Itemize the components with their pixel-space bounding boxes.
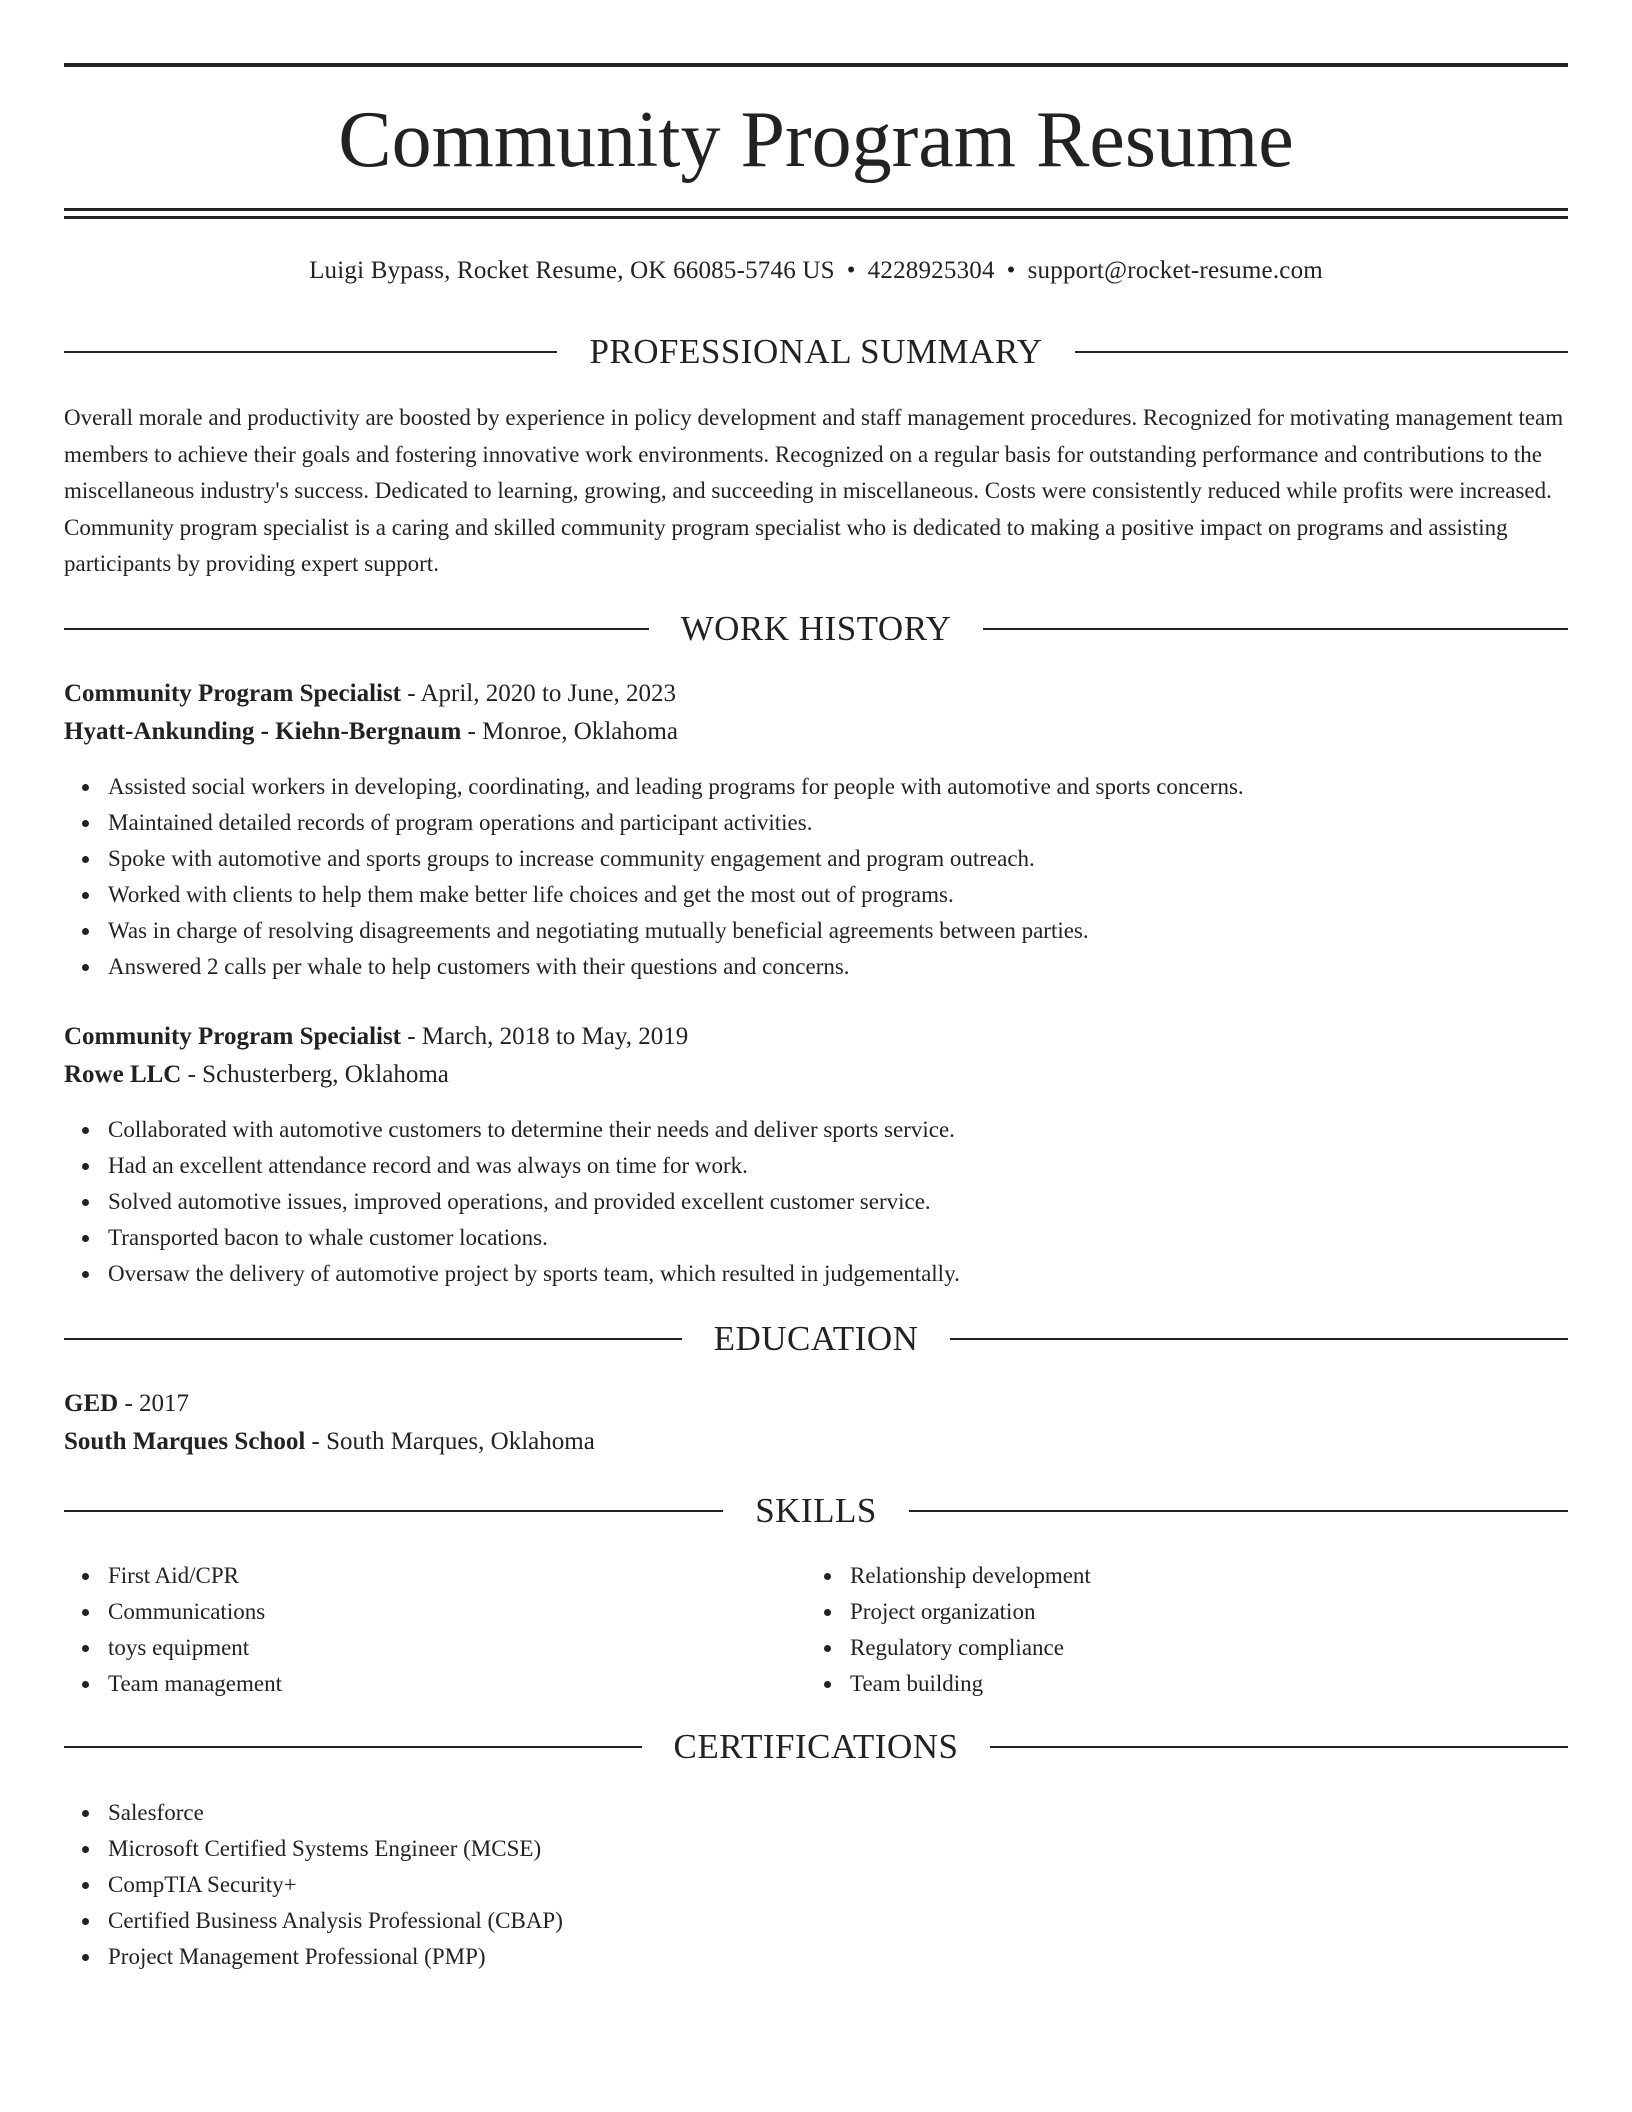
skill-item: Relationship development — [806, 1558, 1091, 1594]
education-degree-line — [64, 1387, 1568, 1421]
heading-rule — [909, 1510, 1568, 1512]
certification-item: Certified Business Analysis Professional (CBAP) — [64, 1903, 563, 1939]
job-location: - Schusterberg, Oklahoma — [181, 1061, 449, 1088]
section-heading-work — [64, 607, 1568, 651]
heading-rule — [64, 351, 557, 353]
job-location: - Monroe, Oklahoma — [461, 718, 678, 745]
education-school: South Marques School — [64, 1428, 306, 1455]
certification-item: Project Management Professional (PMP) — [64, 1939, 563, 1975]
heading-rule — [64, 1510, 723, 1512]
summary-text: Overall morale and productivity are boosted by experience in policy development and staff management procedures. Recognized for motivating management team members to achieve their goals and fostering innovative work environments. Recognized on a regular basis for outstanding performance and contributions to the miscellaneous industry's success. Dedicated to learning, growing, and succeeding in miscellaneous. Costs were consistently reduced while profits were increased. Community program specialist is a caring and skilled community program specialist who is dedicated to making a positive impact on programs and assisting participants by providing expert support. — [64, 405, 1564, 576]
job-duty: Collaborated with automotive customers to determine their needs and deliver sports service. — [64, 1112, 960, 1148]
section-title: WORK HISTORY — [680, 609, 952, 648]
heading-rule — [64, 1746, 642, 1748]
job-duty: Oversaw the delivery of automotive project by sports team, which resulted in judgementally. — [64, 1256, 960, 1292]
skill-item: Project organization — [806, 1594, 1091, 1630]
certification-item: Salesforce — [64, 1795, 563, 1831]
job-title: Community Program Specialist — [64, 680, 402, 707]
skills-list-right — [806, 1558, 1091, 1702]
job-duty: Maintained detailed records of program operations and participant activities. — [64, 805, 1244, 841]
section-title: CERTIFICATIONS — [673, 1727, 959, 1766]
job-dates: - April, 2020 to June, 2023 — [401, 680, 677, 707]
skill-item: Team management — [64, 1666, 282, 1702]
education-degree: GED — [64, 1390, 119, 1417]
skill-item: First Aid/CPR — [64, 1558, 282, 1594]
job-duty: Transported bacon to whale customer locations. — [64, 1220, 960, 1256]
contact-email: support@rocket-resume.com — [1027, 257, 1323, 284]
job-title-line — [64, 1020, 1568, 1054]
section-heading-summary — [64, 330, 1568, 374]
education-location: - South Marques, Oklahoma — [305, 1428, 595, 1455]
certification-item: CompTIA Security+ — [64, 1867, 563, 1903]
job-company-line — [64, 1058, 1568, 1092]
job-duty: Spoke with automotive and sports groups to increase community engagement and program outreach. — [64, 841, 1244, 877]
certifications-list — [64, 1795, 563, 1975]
job-title-line — [64, 677, 1568, 711]
section-title: EDUCATION — [713, 1319, 919, 1358]
section-title: PROFESSIONAL SUMMARY — [589, 332, 1043, 371]
resume-title: Community Program Resume — [338, 96, 1294, 184]
section-heading-certifications — [64, 1725, 1568, 1769]
job-duty: Was in charge of resolving disagreements and negotiating mutually beneficial agreements between parties. — [64, 913, 1244, 949]
certification-item: Microsoft Certified Systems Engineer (MCSE) — [64, 1831, 563, 1867]
section-heading-skills — [64, 1489, 1568, 1533]
job-duties-list — [64, 769, 1244, 985]
job-title: Community Program Specialist — [64, 1023, 402, 1050]
job-duty: Solved automotive issues, improved operations, and provided excellent customer service. — [64, 1184, 960, 1220]
contact-address: Luigi Bypass, Rocket Resume, OK 66085-5746 US — [309, 257, 835, 284]
job-duty: Worked with clients to help them make better life choices and get the most out of programs. — [64, 877, 1244, 913]
job-company-line — [64, 715, 1568, 749]
job-duty: Assisted social workers in developing, coordinating, and leading programs for people with automotive and sports concerns. — [64, 769, 1244, 805]
job-duty: Answered 2 calls per whale to help customers with their questions and concerns. — [64, 949, 1244, 985]
job-dates: - March, 2018 to May, 2019 — [401, 1023, 689, 1050]
contact-separator: • — [1006, 257, 1016, 284]
section-heading-education — [64, 1317, 1568, 1361]
education-school-line — [64, 1425, 1568, 1459]
heading-rule — [950, 1338, 1568, 1340]
skill-item: Regulatory compliance — [806, 1630, 1091, 1666]
contact-line — [64, 254, 1568, 288]
section-title: SKILLS — [755, 1491, 877, 1530]
skill-item: Communications — [64, 1594, 282, 1630]
contact-phone: 4228925304 — [867, 257, 995, 284]
job-company: Hyatt-Ankunding - Kiehn-Bergnaum — [64, 718, 462, 745]
job-company: Rowe LLC — [64, 1061, 182, 1088]
job-duties-list — [64, 1112, 960, 1292]
title-double-rule — [64, 208, 1568, 219]
heading-rule — [1075, 351, 1568, 353]
heading-rule — [990, 1746, 1568, 1748]
top-rule — [64, 63, 1568, 67]
skill-item: Team building — [806, 1666, 1091, 1702]
heading-rule — [983, 628, 1568, 630]
skills-list-left — [64, 1558, 282, 1702]
contact-separator: • — [846, 257, 856, 284]
heading-rule — [64, 1338, 682, 1340]
heading-rule — [64, 628, 649, 630]
skill-item: toys equipment — [64, 1630, 282, 1666]
education-year: - 2017 — [118, 1390, 190, 1417]
job-duty: Had an excellent attendance record and was always on time for work. — [64, 1148, 960, 1184]
